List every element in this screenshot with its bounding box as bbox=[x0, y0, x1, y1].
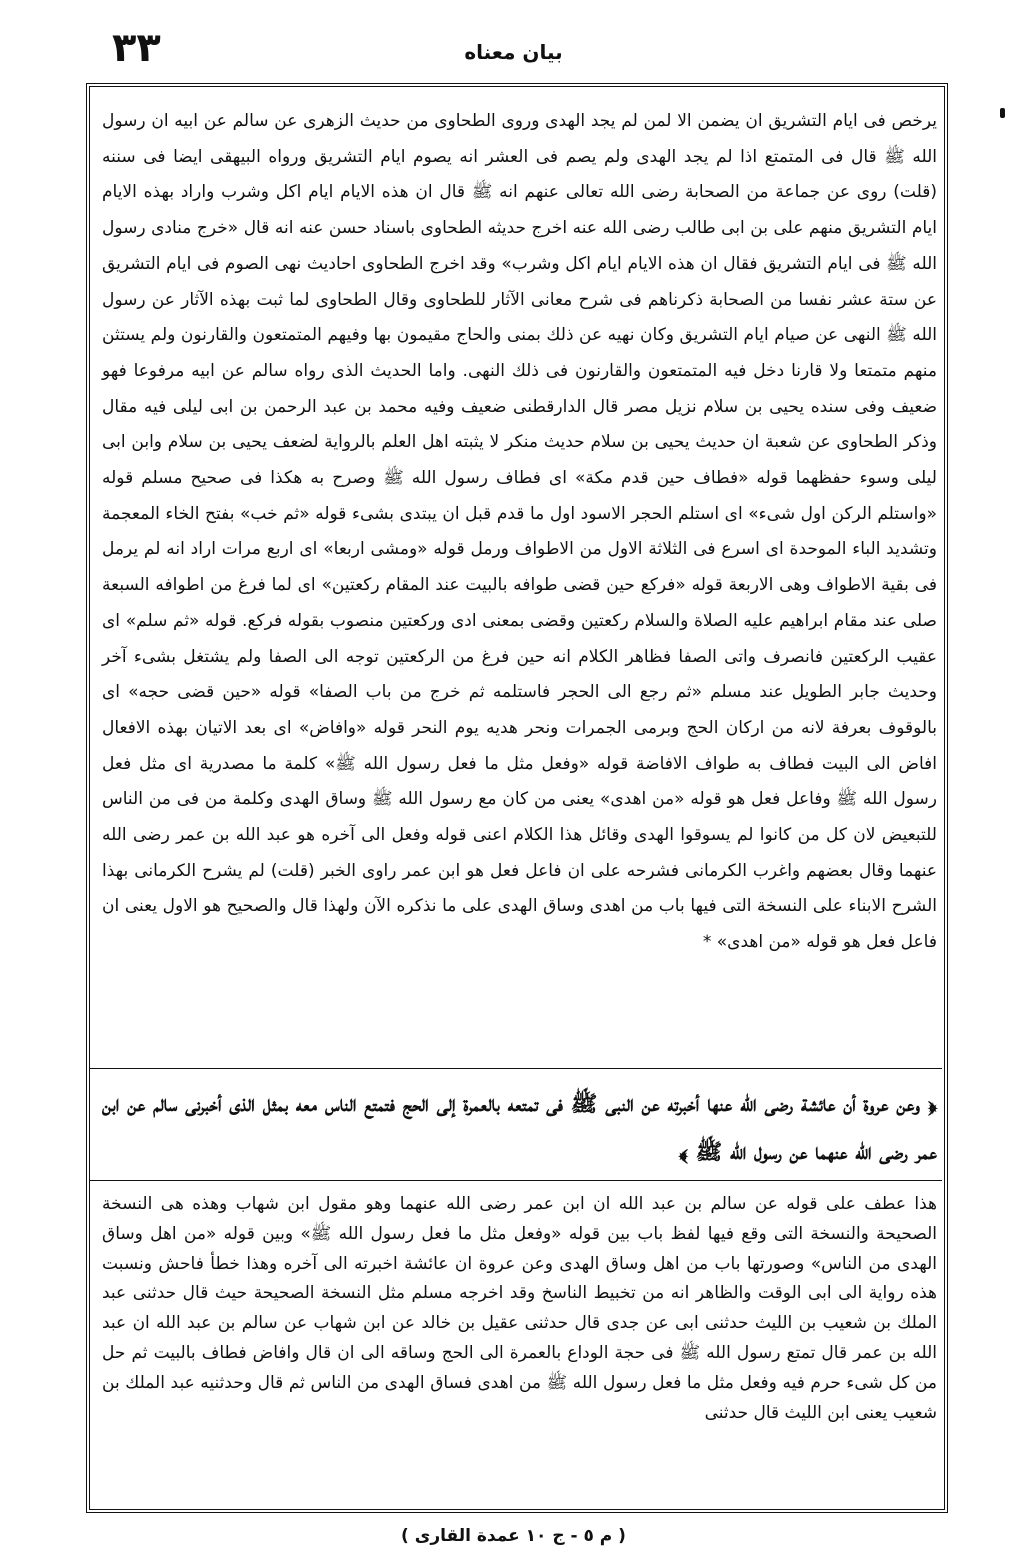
running-title: بيان معناه bbox=[464, 40, 563, 64]
commentary-block-1 bbox=[102, 104, 937, 961]
section-divider-top bbox=[90, 1068, 942, 1069]
margin-mark bbox=[1000, 108, 1005, 118]
commentary-block-2 bbox=[102, 1190, 937, 1428]
page-number: ٣٣ bbox=[112, 25, 161, 71]
hadith-text: ﴿ وعن عروة أن عائشة رضى الله عنها أخبرته عن النبى ﷺ فى تمتعه بالعمرة إلى الحج فتمتع الناس معه بمثل الذى أخبرنى سالم عن ابن عمر رضى الله عنهما عن رسول الله ﷺ ﴾ bbox=[102, 1091, 937, 1165]
commentary-paragraph: يرخص فى ايام التشريق ان يضمن الا لمن لم يجد الهدى وروى الطحاوى من حديث الزهرى عن سالم عن ابيه ان رسول الله ﷺ قال فى المتمتع اذا لم يجد الهدى ولم يصم فى العشر انه يصوم ايام التشريق ورواه البيهقى ايضا فى سننه (قلت) روى عن جماعة من الصحابة رضى الله تعالى عنهم انه ﷺ قال ان هذه الايام ايام اكل وشرب واراد بهذه الايام ايام التشريق منهم على بن ابى طالب رضى الله عنه اخرج حديثه الطحاوى باسناد حسن عنه انه قال «خرج منادى رسول الله ﷺ فى ايام التشريق فقال ان هذه الايام ايام اكل وشرب» وقد اخرج الطحاوى احاديث نهى الصوم فى ايام التشريق عن ستة عشر نفسا من الصحابة ذكرناهم فى شرح معانى الآثار للطحاوى وقال الطحاوى لما ثبت بهذه الآثار عن رسول الله ﷺ النهى عن صيام ايام التشريق وكان نهيه عن ذلك بمنى والحاج مقيمون بها وفيهم المتمتعون والقارنون ولم يستثن منهم متمتعا ولا قارنا دخل فيه المتمتعون والقارنون فى ذلك النهى. واما الحديث الذى رواه سالم عن ابيه مرفوعا فهو ضعيف وفى سنده يحيى بن سلام نزيل مصر قال الدارقطنى ضعيف وفيه محمد بن عبد الرحمن بن ابى ليلى فيه مقال وذكر الطحاوى عن شعبة ان حديث يحيى بن سلام حديث منكر لا يثبته اهل العلم بالرواية لضعف يحيى بن سلام وابن ابى ليلى وسوء حفظهما قوله «فطاف حين قدم مكة» اى فطاف رسول الله ﷺ وصرح به هكذا فى صحيح مسلم قوله «واستلم الركن اول شىء» اى استلم الحجر الاسود اول ما قدم قبل ان يبتدى بشىء قوله «ثم خب» بفتح الخاء المعجمة وتشديد الباء الموحدة اى اسرع فى الثلاثة الاول من الاطواف ورمل قوله «ومشى اربعا» اى اربع مرات اراد انه لم يرمل فى بقية الاطواف وهى الاربعة قوله «فركع حين قضى طوافه بالبيت عند المقام ركعتين» اى لما فرغ من اطوافه السبعة صلى عند مقام ابراهيم عليه الصلاة والسلام ركعتين وقضى بمعنى ادى وركعتين منصوب بقوله فركع. قوله «ثم سلم» اى عقيب الركعتين فانصرف واتى الصفا فظاهر الكلام انه حين فرغ من الركعتين توجه الى الصفا ولم يشتغل بشىء آخر وحديث جابر الطويل عند مسلم «ثم رجع الى الحجر فاستلمه ثم خرج من باب الصفا» قوله «حين قضى حجه» اى بالوقوف بعرفة لانه من اركان الحج وبرمى الجمرات ونحر هديه يوم النحر قوله «وافاض» اى بعد الاتيان بهذه الافعال افاض الى البيت فطاف به طواف الافاضة قوله «وفعل مثل ما فعل رسول الله ﷺ» كلمة ما مصدرية اى مثل فعل رسول الله ﷺ وفاعل فعل هو قوله «من اهدى» يعنى من كان مع رسول الله ﷺ وساق الهدى وكلمة من فى من الناس للتبعيض لان كل من كانوا لم يسوقوا الهدى وقائل هذا الكلام اعنى قوله وفعل الى آخره هو عبد الله بن عمر رضى الله عنهما وقال بعضهم واغرب الكرمانى فشرحه على ان فاعل فعل هو ابن عمر راوى الخبر (قلت) لم يشرح الكرمانى بهذا الشرح الابناء على النسخة التى فيها باب من اهدى وساق الهدى على ما نذكره الآن ولهذا قال والصحيح هو الاول يعنى ان فاعل فعل هو قوله «من اهدى» * bbox=[102, 111, 937, 953]
footer-signature: ( م ٥ - ج ١٠ عمدة القارى ) bbox=[401, 1526, 626, 1546]
commentary-paragraph: هذا عطف على قوله عن سالم بن عبد الله ان ابن عمر رضى الله عنهما وهو مقول ابن شهاب وهذه هى النسخة الصحيحة والنسخة التى وقع فيها لفظ باب بين قوله «وفعل مثل ما فعل رسول الله ﷺ» وبين قوله «من اهل وساق الهدى من الناس» وصورتها باب من اهل وساق الهدى وعن عروة ان عائشة اخبرته الى آخره وهذا خطأ فاحش ونسبت هذه رواية الى ابى الوقت والظاهر انه من تخبيط الناسخ وقد اخرجه مسلم مثل النسخة الصحيحة حيث قال حدثنى عبد الملك بن شعيب بن الليث حدثنى ابى عن جدى قال حدثنى عقيل بن خالد عن ابن شهاب عن سالم بن عبد الله ان عبد الله بن عمر قال تمتع رسول الله ﷺ فى حجة الوداع بالعمرة الى الحج وساقه الى ان قال وافاض فطاف بالبيت ثم حل من كل شىء حرم فيه وفعل مثل ما فعل رسول الله ﷺ من اهدى فساق الهدى من الناس ثم قال وحدثنيه عبد الملك بن شعيب يعنى ابن الليث قال حدثنى bbox=[102, 1194, 937, 1423]
section-divider-bottom bbox=[90, 1180, 942, 1181]
